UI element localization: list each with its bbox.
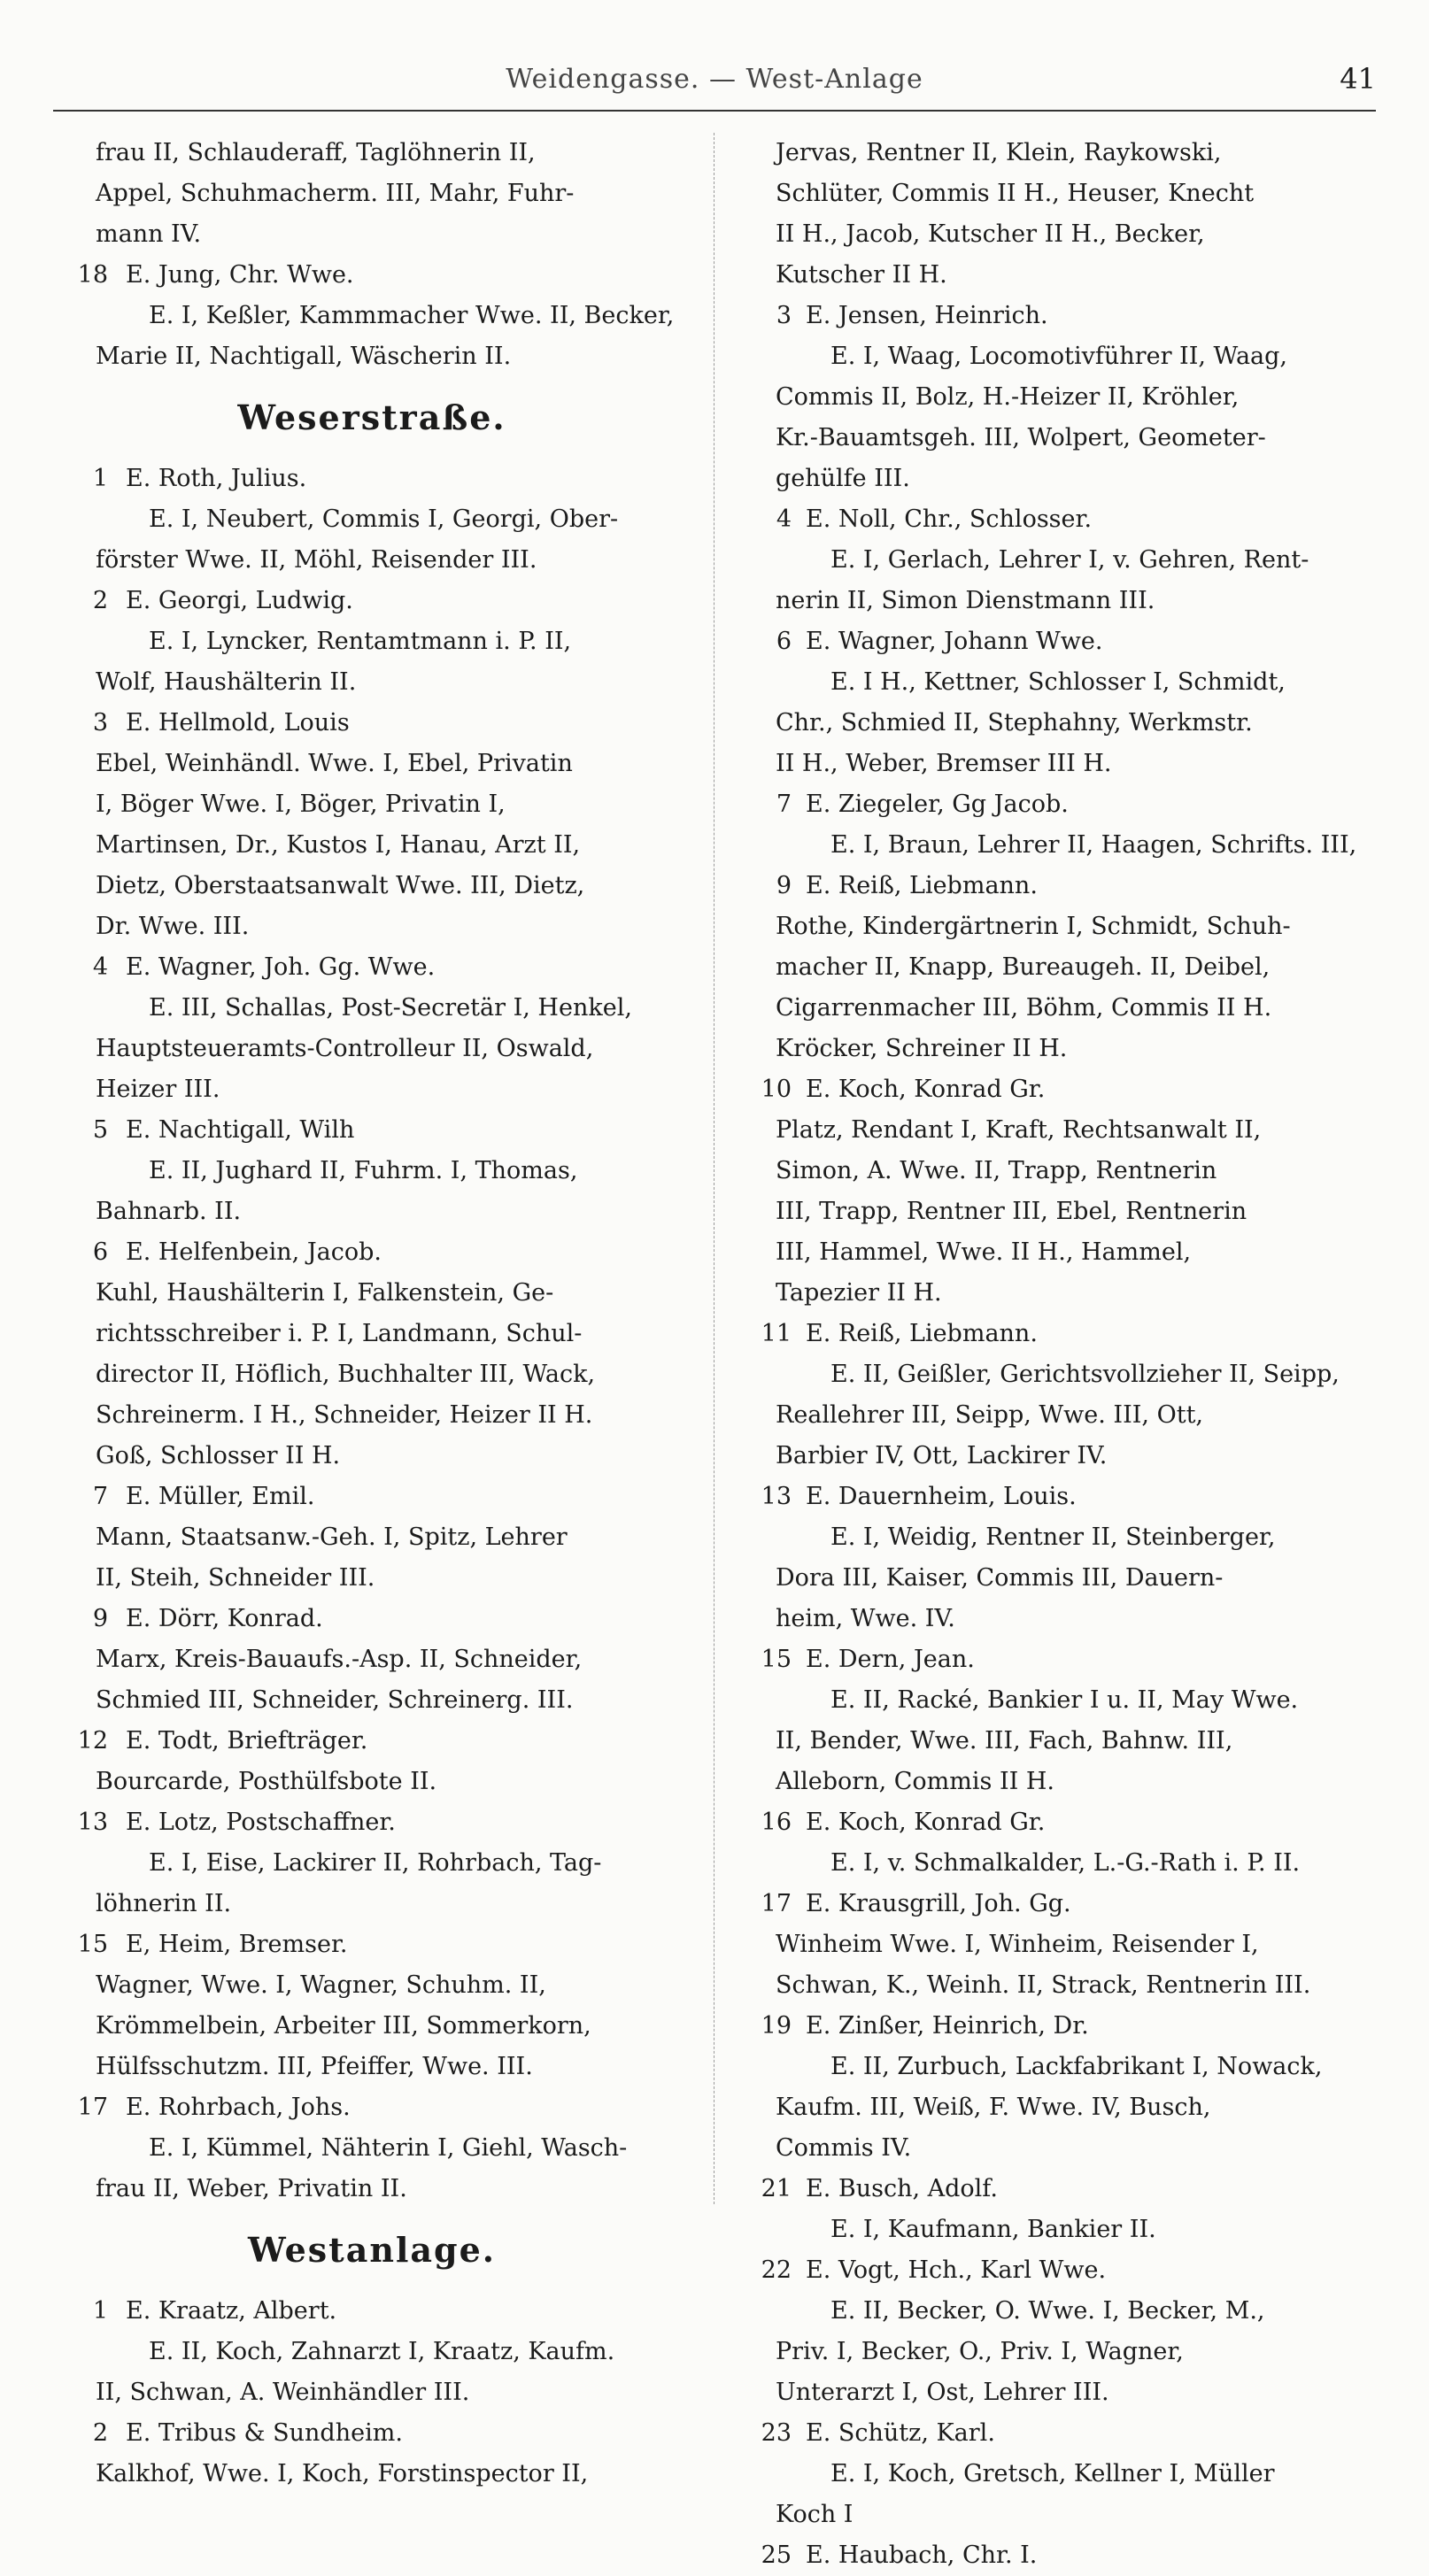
- entry-text: Cigarrenmacher III, Böhm, Commis II H.: [776, 994, 1272, 1022]
- house-number: 17: [761, 1890, 792, 1917]
- weserstrasse-entries: [53, 459, 691, 2210]
- entry-text: E. I, Kaufmann, Bankier II.: [830, 2216, 1156, 2243]
- resident-line: [53, 336, 691, 377]
- resident-line: [53, 174, 691, 214]
- resident-line: [53, 1843, 691, 1884]
- entry-text: E. Krausgrill, Joh. Gg.: [806, 1890, 1071, 1917]
- entry-text: E. Dern, Jean.: [806, 1646, 975, 1673]
- house-number: 23: [761, 2419, 792, 2447]
- section-heading-weserstrasse: Weserstraße.: [237, 397, 506, 437]
- house-entry: [53, 703, 691, 744]
- resident-line: [53, 1762, 691, 1802]
- entry-text: Schlüter, Commis II H., Heuser, Knecht: [776, 180, 1255, 207]
- entry-text: heim, Wwe. IV.: [776, 1605, 955, 1632]
- resident-line: [751, 214, 1371, 255]
- resident-line: [751, 540, 1371, 581]
- resident-line: [751, 255, 1371, 296]
- house-entry: [751, 866, 1371, 906]
- house-number: 2: [92, 2419, 108, 2447]
- entry-text: Bourcarde, Posthülfsbote II.: [96, 1768, 437, 1795]
- section-heading-westanlage: Westanlage.: [248, 2230, 496, 2270]
- westanlage-entries: [53, 2291, 691, 2495]
- entry-text: E. Dörr, Konrad.: [126, 1605, 323, 1632]
- house-number: 15: [761, 1646, 792, 1673]
- entry-text: Kuhl, Haushälterin I, Falkenstein, Ge-: [96, 1279, 554, 1307]
- resident-line: [751, 2332, 1371, 2372]
- entry-text: Marie II, Nachtigall, Wäscherin II.: [96, 343, 512, 370]
- entry-text: Barbier IV, Ott, Lackirer IV.: [776, 1442, 1108, 1469]
- resident-line: [53, 784, 691, 825]
- resident-line: [53, 2454, 691, 2495]
- house-entry: [53, 2087, 691, 2128]
- resident-line: [53, 621, 691, 662]
- house-number: 21: [761, 2175, 792, 2202]
- entry-text: Kaufm. III, Weiß, F. Wwe. IV, Busch,: [776, 2094, 1211, 2121]
- entry-text: macher II, Knapp, Bureaugeh. II, Deibel,: [776, 953, 1271, 981]
- resident-line: [751, 581, 1371, 621]
- house-number: 7: [92, 1483, 108, 1510]
- resident-line: [53, 2047, 691, 2087]
- entry-text: III, Hammel, Wwe. II H., Hammel,: [776, 1238, 1192, 1266]
- resident-line: [53, 499, 691, 540]
- house-number: 6: [776, 628, 792, 655]
- entry-text: Kutscher II H.: [776, 261, 947, 289]
- resident-line: [751, 1436, 1371, 1477]
- entry-text: E. I, v. Schmalkalder, L.-G.-Rath i. P. II.: [830, 1849, 1301, 1877]
- resident-line: [53, 1517, 691, 1558]
- resident-line: [53, 2169, 691, 2210]
- entry-text: E. Helfenbein, Jacob.: [126, 1238, 382, 1266]
- resident-line: [751, 825, 1371, 866]
- resident-line: [53, 1965, 691, 2006]
- resident-line: [751, 906, 1371, 947]
- right-column: [751, 133, 1371, 2576]
- resident-line: [751, 1721, 1371, 1762]
- entry-text: E. I, Braun, Lehrer II, Haagen, Schrifts. III,: [830, 831, 1357, 859]
- resident-line: [53, 1395, 691, 1436]
- entry-text: E. I, Koch, Gretsch, Kellner I, Müller: [830, 2460, 1275, 2487]
- entry-text: Chr., Schmied II, Stephahny, Werkmstr.: [776, 709, 1253, 737]
- house-entry: [751, 1069, 1371, 1110]
- house-entry: [53, 947, 691, 988]
- entry-text: E. Koch, Konrad Gr.: [806, 1809, 1046, 1836]
- entry-text: Bahnarb. II.: [96, 1198, 242, 1225]
- entry-text: Kr.-Bauamtsgeh. III, Wolpert, Geometer-: [776, 424, 1266, 451]
- entry-text: E. I, Neubert, Commis I, Georgi, Ober-: [149, 505, 619, 533]
- house-entry: [53, 2413, 691, 2454]
- resident-line: [751, 2047, 1371, 2087]
- resident-line: [751, 1232, 1371, 1273]
- entry-text: Appel, Schuhmacherm. III, Mahr, Fuhr-: [96, 180, 575, 207]
- house-number: 15: [77, 1931, 108, 1958]
- house-number: 11: [761, 1320, 792, 1347]
- entry-text: Krömmelbein, Arbeiter III, Sommerkorn,: [96, 2012, 591, 2040]
- entry-text: E. Nachtigall, Wilh: [126, 1116, 355, 1144]
- entry-text: E. II, Jughard II, Fuhrm. I, Thomas,: [149, 1157, 578, 1184]
- entry-text: II H., Weber, Bremser III H.: [776, 750, 1112, 777]
- resident-line: [751, 1965, 1371, 2006]
- resident-line: [53, 1029, 691, 1069]
- resident-line: [751, 1354, 1371, 1395]
- entry-text: E. Müller, Emil.: [126, 1483, 315, 1510]
- house-number: 18: [77, 261, 108, 289]
- resident-line: [53, 214, 691, 255]
- house-entry: [751, 1314, 1371, 1354]
- entry-text: Marx, Kreis-Bauaufs.-Asp. II, Schneider,: [96, 1646, 583, 1673]
- resident-line: [751, 1110, 1371, 1151]
- entry-text: Schwan, K., Weinh. II, Strack, Rentnerin III.: [776, 1971, 1311, 1999]
- resident-line: [751, 1273, 1371, 1314]
- entry-text: Heizer III.: [96, 1076, 220, 1103]
- house-entry: [53, 581, 691, 621]
- house-entry: [751, 621, 1371, 662]
- resident-line: [53, 2332, 691, 2372]
- entry-text: E. Dauernheim, Louis.: [806, 1483, 1077, 1510]
- entry-text: E. Jensen, Heinrich.: [806, 302, 1048, 329]
- resident-line: [53, 1354, 691, 1395]
- entry-text: E. II, Becker, O. Wwe. I, Becker, M.,: [830, 2297, 1265, 2325]
- page-header: [53, 57, 1376, 112]
- entry-text: E. I, Lyncker, Rentamtmann i. P. II,: [149, 628, 572, 655]
- entry-text: Martinsen, Dr., Kustos I, Hanau, Arzt II,: [96, 831, 581, 859]
- house-entry: [53, 2291, 691, 2332]
- resident-line: [751, 1517, 1371, 1558]
- house-entry: [53, 1232, 691, 1273]
- house-number: 5: [92, 1116, 108, 1144]
- resident-line: [53, 1314, 691, 1354]
- house-number: 9: [92, 1605, 108, 1632]
- entry-text: Dietz, Oberstaatsanwalt Wwe. III, Dietz,: [96, 872, 585, 899]
- house-entry: [53, 1477, 691, 1517]
- house-number: 7: [776, 791, 792, 818]
- page-number: 41: [1340, 62, 1376, 96]
- left-top-entries: [53, 133, 691, 377]
- resident-line: [751, 662, 1371, 703]
- resident-line: [53, 2128, 691, 2169]
- house-number: 6: [92, 1238, 108, 1266]
- resident-line: [53, 866, 691, 906]
- entry-text: II, Schwan, A. Weinhändler III.: [96, 2379, 470, 2406]
- entry-text: frau II, Weber, Privatin II.: [96, 2175, 407, 2202]
- entry-text: E. Busch, Adolf.: [806, 2175, 998, 2202]
- resident-line: [53, 988, 691, 1029]
- resident-line: [751, 1599, 1371, 1639]
- house-number: 13: [761, 1483, 792, 1510]
- entry-text: Jervas, Rentner II, Klein, Raykowski,: [776, 139, 1222, 166]
- entry-text: Unterarzt I, Ost, Lehrer III.: [776, 2379, 1109, 2406]
- entry-text: E. I, Keßler, Kammmacher Wwe. II, Becker,: [149, 302, 675, 329]
- running-title: Weidengasse. — West-Anlage: [506, 64, 923, 95]
- house-number: 13: [77, 1809, 108, 1836]
- house-number: 4: [776, 505, 792, 533]
- resident-line: [751, 1029, 1371, 1069]
- entry-text: E. Koch, Konrad Gr.: [806, 1076, 1046, 1103]
- house-entry: [751, 499, 1371, 540]
- resident-line: [751, 2372, 1371, 2413]
- entry-text: Kalkhof, Wwe. I, Koch, Forstinspector II,: [96, 2460, 589, 2487]
- entry-text: Koch I: [776, 2501, 854, 2528]
- house-entry: [751, 1802, 1371, 1843]
- entry-text: E. Reiß, Liebmann.: [806, 872, 1038, 899]
- entry-text: E. Wagner, Johann Wwe.: [806, 628, 1103, 655]
- entry-text: E. I, Gerlach, Lehrer I, v. Gehren, Rent-: [830, 546, 1309, 574]
- house-number: 12: [77, 1727, 108, 1755]
- house-entry: [751, 1477, 1371, 1517]
- entry-text: Commis IV.: [776, 2134, 912, 2162]
- entry-text: Dr. Wwe. III.: [96, 913, 250, 940]
- entry-text: E. Todt, Briefträger.: [126, 1727, 368, 1755]
- house-entry: [751, 2169, 1371, 2210]
- house-number: 9: [776, 872, 792, 899]
- entry-text: E. Ziegeler, Gg Jacob.: [806, 791, 1069, 818]
- entry-text: II, Bender, Wwe. III, Fach, Bahnw. III,: [776, 1727, 1233, 1755]
- resident-line: [53, 662, 691, 703]
- resident-line: [751, 2087, 1371, 2128]
- entry-text: I, Böger Wwe. I, Böger, Privatin I,: [96, 791, 506, 818]
- resident-line: [751, 1680, 1371, 1721]
- entry-text: E. Georgi, Ludwig.: [126, 587, 353, 614]
- resident-line: [751, 988, 1371, 1029]
- house-entry: [751, 1639, 1371, 1680]
- entry-text: E. Schütz, Karl.: [806, 2419, 995, 2447]
- resident-line: [53, 1639, 691, 1680]
- entry-text: Ebel, Weinhändl. Wwe. I, Ebel, Privatin: [96, 750, 573, 777]
- resident-line: [53, 906, 691, 947]
- entry-text: II H., Jacob, Kutscher II H., Becker,: [776, 220, 1205, 248]
- resident-line: [751, 459, 1371, 499]
- house-number: 25: [761, 2541, 792, 2569]
- resident-line: [53, 2006, 691, 2047]
- house-number: 3: [776, 302, 792, 329]
- resident-line: [53, 1884, 691, 1924]
- entry-text: director II, Höflich, Buchhalter III, Wack,: [96, 1361, 596, 1388]
- entry-text: E. I, Waag, Locomotivführer II, Waag,: [830, 343, 1288, 370]
- resident-line: [751, 2128, 1371, 2169]
- entry-text: III, Trapp, Rentner III, Ebel, Rentnerin: [776, 1198, 1247, 1225]
- entry-text: E. Reiß, Liebmann.: [806, 1320, 1038, 1347]
- house-entry: [751, 2006, 1371, 2047]
- resident-line: [751, 1843, 1371, 1884]
- house-entry: [751, 2413, 1371, 2454]
- entry-text: E. Hellmold, Louis: [126, 709, 350, 737]
- house-number: 17: [77, 2094, 108, 2121]
- resident-line: [53, 296, 691, 336]
- house-entry: [53, 459, 691, 499]
- resident-line: [751, 1762, 1371, 1802]
- resident-line: [53, 744, 691, 784]
- house-number: 22: [761, 2256, 792, 2284]
- entry-text: Simon, A. Wwe. II, Trapp, Rentnerin: [776, 1157, 1217, 1184]
- entry-text: Winheim Wwe. I, Winheim, Reisender I,: [776, 1931, 1259, 1958]
- resident-line: [751, 703, 1371, 744]
- house-entry: [53, 1802, 691, 1843]
- entry-text: Hauptsteueramts-Controlleur II, Oswald,: [96, 1035, 594, 1062]
- resident-line: [751, 2454, 1371, 2495]
- resident-line: [751, 336, 1371, 377]
- entry-text: Rothe, Kindergärtnerin I, Schmidt, Schuh-: [776, 913, 1291, 940]
- house-entry: [53, 1599, 691, 1639]
- resident-line: [53, 1436, 691, 1477]
- entry-text: Schreinerm. I H., Schneider, Heizer II H.: [96, 1401, 593, 1429]
- entry-text: Kröcker, Schreiner II H.: [776, 1035, 1068, 1062]
- house-number: 1: [92, 2297, 108, 2325]
- entry-text: E, Heim, Bremser.: [126, 1931, 348, 1958]
- entry-text: Platz, Rendant I, Kraft, Rechtsanwalt II,: [776, 1116, 1262, 1144]
- entry-text: Tapezier II H.: [776, 1279, 942, 1307]
- entry-text: gehülfe III.: [776, 465, 910, 492]
- resident-line: [751, 377, 1371, 418]
- entry-text: Wolf, Haushälterin II.: [96, 668, 357, 696]
- resident-line: [53, 540, 691, 581]
- entry-text: Mann, Staatsanw.-Geh. I, Spitz, Lehrer: [96, 1523, 568, 1551]
- entry-text: löhnerin II.: [96, 1890, 232, 1917]
- entry-text: E. Noll, Chr., Schlosser.: [806, 505, 1093, 533]
- entry-text: richtsschreiber i. P. I, Landmann, Schul-: [96, 1320, 583, 1347]
- resident-line: [751, 174, 1371, 214]
- entry-text: II, Steih, Schneider III.: [96, 1564, 375, 1592]
- entry-text: Schmied III, Schneider, Schreinerg. III.: [96, 1686, 574, 1714]
- entry-text: E. Tribus & Sundheim.: [126, 2419, 403, 2447]
- entry-text: Wagner, Wwe. I, Wagner, Schuhm. II,: [96, 1971, 546, 1999]
- house-number: 16: [761, 1809, 792, 1836]
- entry-text: Dora III, Kaiser, Commis III, Dauern-: [776, 1564, 1224, 1592]
- entry-text: E. I, Eise, Lackirer II, Rohrbach, Tag-: [149, 1849, 602, 1877]
- entry-text: E. Haubach, Chr. I.: [806, 2541, 1038, 2569]
- house-number: 3: [92, 709, 108, 737]
- resident-line: [53, 133, 691, 174]
- resident-line: [751, 1192, 1371, 1232]
- resident-line: [751, 133, 1371, 174]
- house-entry: [751, 784, 1371, 825]
- entry-text: E. Zinßer, Heinrich, Dr.: [806, 2012, 1089, 2040]
- resident-line: [53, 825, 691, 866]
- house-entry: [53, 255, 691, 296]
- entry-text: E. Lotz, Postschaffner.: [126, 1809, 396, 1836]
- resident-line: [751, 2210, 1371, 2250]
- entry-text: E. II, Zurbuch, Lackfabrikant I, Nowack,: [830, 2053, 1323, 2080]
- resident-line: [53, 1558, 691, 1599]
- entry-text: E. I, Weidig, Rentner II, Steinberger,: [830, 1523, 1276, 1551]
- resident-line: [751, 418, 1371, 459]
- entry-text: Alleborn, Commis II H.: [776, 1768, 1054, 1795]
- entry-text: E. Vogt, Hch., Karl Wwe.: [806, 2256, 1107, 2284]
- resident-line: [751, 1151, 1371, 1192]
- resident-line: [53, 2372, 691, 2413]
- entry-text: E. I H., Kettner, Schlosser I, Schmidt,: [830, 668, 1286, 696]
- resident-line: [751, 1924, 1371, 1965]
- left-column: [53, 133, 691, 2495]
- entry-text: Goß, Schlosser II H.: [96, 1442, 341, 1469]
- entry-text: förster Wwe. II, Möhl, Reisender III.: [96, 546, 537, 574]
- entry-text: nerin II, Simon Dienstmann III.: [776, 587, 1155, 614]
- resident-line: [751, 1395, 1371, 1436]
- resident-line: [751, 947, 1371, 988]
- resident-line: [751, 2495, 1371, 2535]
- entry-text: E. Kraatz, Albert.: [126, 2297, 337, 2325]
- house-entry: [53, 1924, 691, 1965]
- resident-line: [751, 744, 1371, 784]
- entry-text: E. II, Racké, Bankier I u. II, May Wwe.: [830, 1686, 1299, 1714]
- resident-line: [53, 1069, 691, 1110]
- house-entry: [751, 2535, 1371, 2576]
- entry-text: E. Roth, Julius.: [126, 465, 307, 492]
- house-number: 10: [761, 1076, 792, 1103]
- house-number: 1: [92, 465, 108, 492]
- resident-line: [751, 1558, 1371, 1599]
- resident-line: [53, 1273, 691, 1314]
- entry-text: frau II, Schlauderaff, Taglöhnerin II,: [96, 139, 536, 166]
- entry-text: E. Rohrbach, Johs.: [126, 2094, 351, 2121]
- entry-text: Commis II, Bolz, H.-Heizer II, Kröhler,: [776, 383, 1240, 411]
- house-number: 4: [92, 953, 108, 981]
- house-entry: [751, 1884, 1371, 1924]
- entry-text: E. I, Kümmel, Nähterin I, Giehl, Wasch-: [149, 2134, 628, 2162]
- house-entry: [751, 2250, 1371, 2291]
- entry-text: E. Wagner, Joh. Gg. Wwe.: [126, 953, 436, 981]
- entry-text: Priv. I, Becker, O., Priv. I, Wagner,: [776, 2338, 1184, 2365]
- entry-text: Reallehrer III, Seipp, Wwe. III, Ott,: [776, 1401, 1204, 1429]
- entry-text: E. II, Koch, Zahnarzt I, Kraatz, Kaufm.: [149, 2338, 615, 2365]
- resident-line: [53, 1192, 691, 1232]
- entry-text: E. Jung, Chr. Wwe.: [126, 261, 354, 289]
- house-number: 19: [761, 2012, 792, 2040]
- house-number: 2: [92, 587, 108, 614]
- house-entry: [751, 296, 1371, 336]
- entry-text: E. II, Geißler, Gerichtsvollzieher II, Seipp,: [830, 1361, 1340, 1388]
- entry-text: E. III, Schallas, Post-Secretär I, Henkel,: [149, 994, 632, 1022]
- house-entry: [53, 1721, 691, 1762]
- resident-line: [53, 1680, 691, 1721]
- house-entry: [53, 1110, 691, 1151]
- entry-text: mann IV.: [96, 220, 202, 248]
- resident-line: [751, 2291, 1371, 2332]
- resident-line: [53, 1151, 691, 1192]
- entry-text: Hülfsschutzm. III, Pfeiffer, Wwe. III.: [96, 2053, 533, 2080]
